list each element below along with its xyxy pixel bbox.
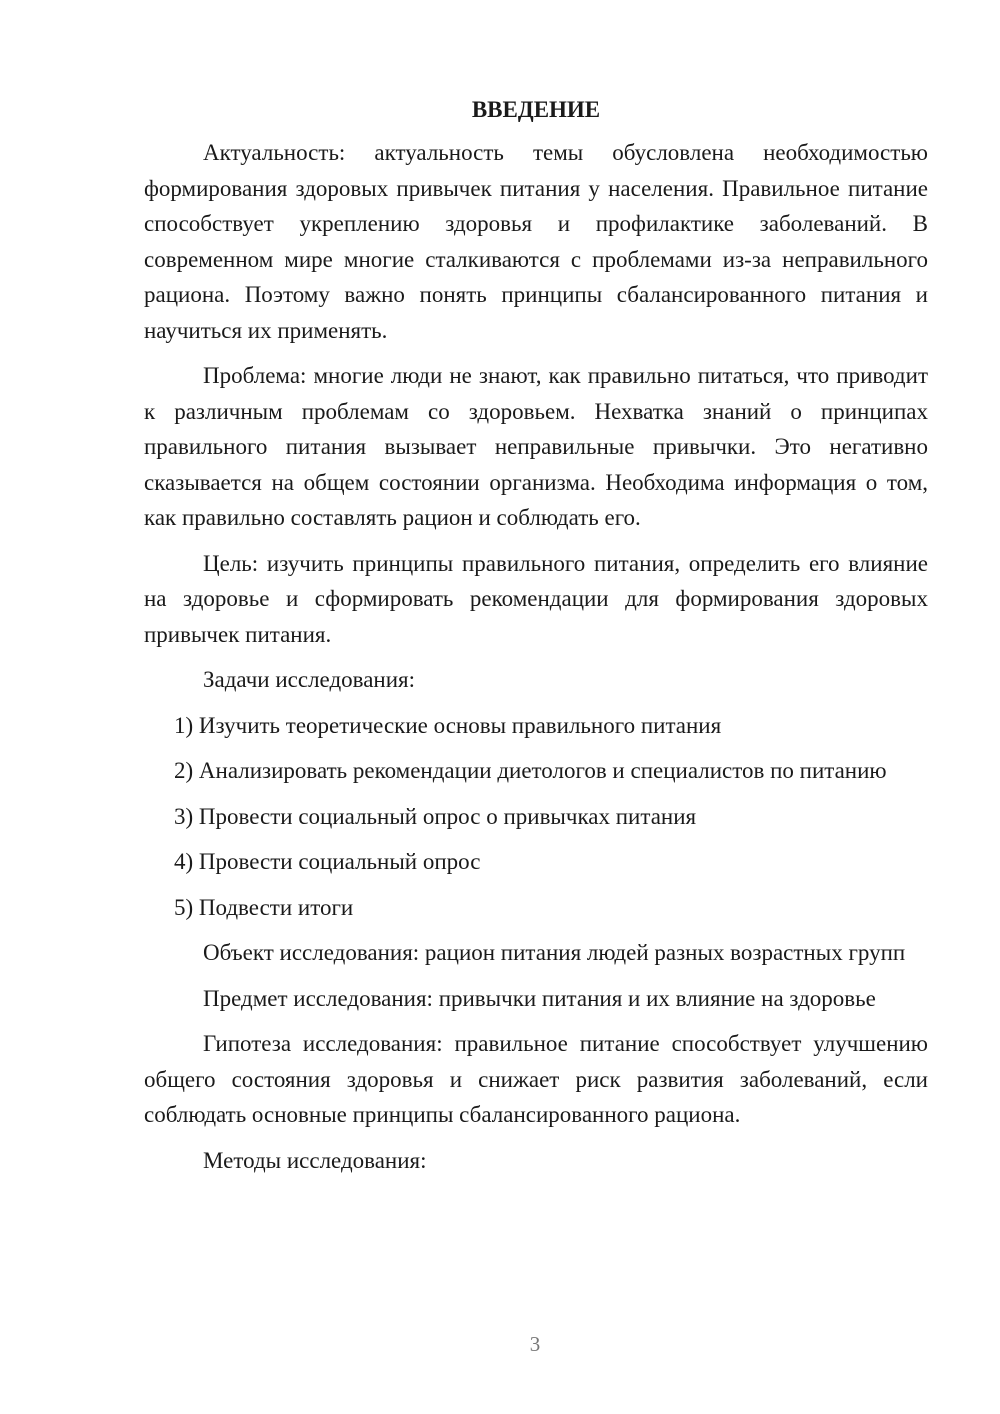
task-item: 3) Провести социальный опрос о привычках питания xyxy=(174,803,697,829)
task-item: 5) Подвести итоги xyxy=(174,894,354,920)
page-number: 3 xyxy=(529,1332,541,1356)
section-title: ВВЕДЕНИЕ xyxy=(471,97,601,122)
goal-paragraph: Цель: изучить принципы правильного питания, определить его влияние на здоровье и сформировать рекомендации для формирования здоровых привычек питания. xyxy=(144,550,928,647)
hypothesis-paragraph: Гипотеза исследования: правильное питание способствует улучшению общего состояния здоровья и снижает риск развития заболеваний, если соблюдать основные принципы сбалансированного рациона. xyxy=(144,1031,928,1127)
tasks-heading: Задачи исследования: xyxy=(203,667,416,692)
task-item: 4) Провести социальный опрос xyxy=(174,849,481,874)
page-content xyxy=(144,92,928,1188)
relevance-paragraph: Актуальность: актуальность темы обусловлена необходимостью формирования здоровых привычек питания у населения. Правильное питание способствует укреплению здоровья и профилактике заболеваний. В современном мире многие сталкиваются с проблемами из-за неправильного рациона. Поэтому важно понять принципы сбалансированного питания и научиться их применять. xyxy=(144,140,928,343)
methods-heading: Методы исследования: xyxy=(203,1147,427,1173)
research-object-paragraph: Объект исследования: рацион питания людей разных возрастных групп xyxy=(203,940,906,965)
problem-paragraph: Проблема: многие люди не знают, как правильно питаться, что приводит к различным проблемам со здоровьем. Нехватка знаний о принципах правильного питания вызывает неправильные привычки. Это негативно сказывается на общем состоянии организма. Необходима информация о том, как правильно составлять рацион и соблюдать его. xyxy=(144,363,928,530)
task-item: 2) Анализировать рекомендации диетологов и специалистов по питанию xyxy=(174,758,887,783)
research-subject-paragraph: Предмет исследования: привычки питания и их влияние на здоровье xyxy=(203,985,876,1011)
task-item: 1) Изучить теоретические основы правильного питания xyxy=(174,712,722,738)
